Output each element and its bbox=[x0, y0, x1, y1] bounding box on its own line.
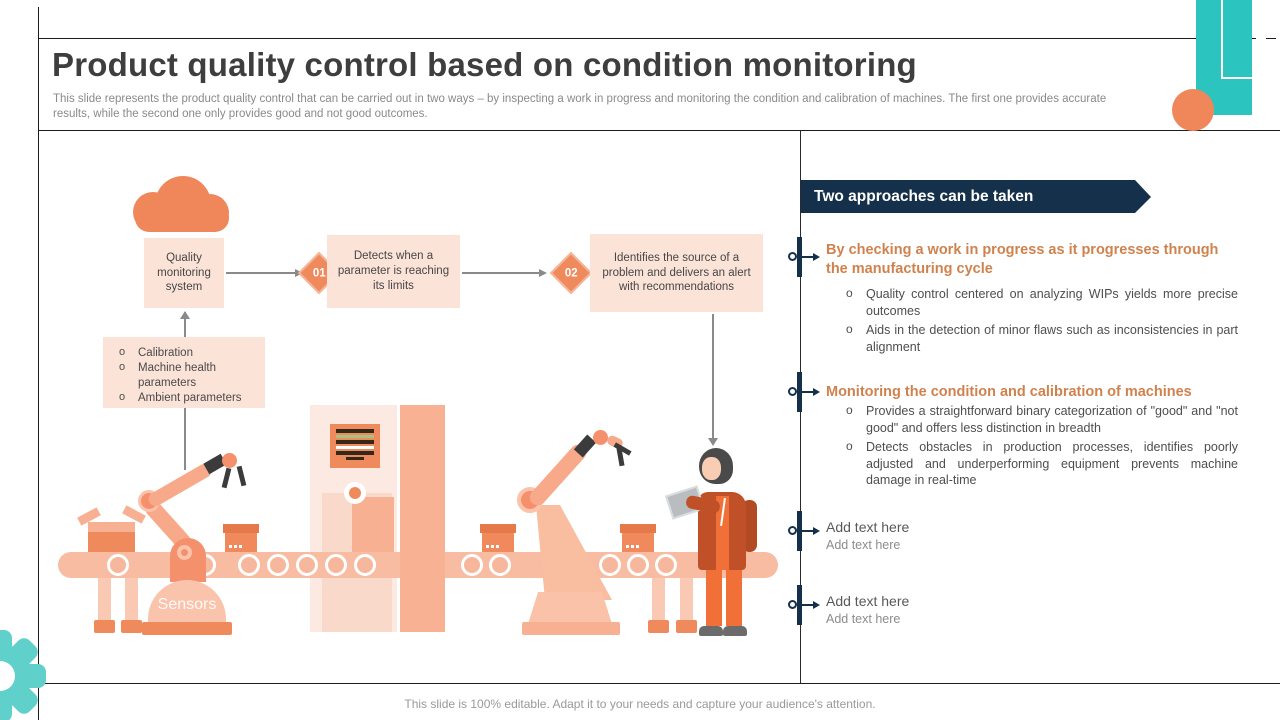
flow-arrow-2 bbox=[462, 272, 540, 274]
section1-bullets bbox=[846, 286, 1238, 358]
roller-icon bbox=[325, 554, 347, 576]
placeholder-subtitle-1[interactable]: Add text here bbox=[826, 538, 901, 552]
section1-heading: By checking a work in progress as it progresses through the manufacturing cycle bbox=[826, 242, 1219, 277]
roller-icon bbox=[296, 554, 318, 576]
banner-arrow-tip bbox=[1135, 180, 1151, 213]
placeholder-title-1[interactable]: Add text here bbox=[826, 519, 910, 535]
step-diamond-01: 01 bbox=[298, 252, 340, 294]
section2-arrow-icon bbox=[799, 391, 814, 393]
bullet-marker: o bbox=[119, 391, 126, 404]
page-title: Product quality control based on condition monitoring bbox=[52, 46, 917, 83]
arrow-up-head bbox=[180, 311, 190, 319]
sensors-base bbox=[148, 580, 226, 622]
machine-column bbox=[400, 405, 445, 632]
parcel-in-cabinet bbox=[352, 497, 394, 559]
factory-illustration bbox=[58, 400, 780, 640]
box-icon bbox=[622, 524, 654, 552]
orange-decor-circle bbox=[1172, 89, 1214, 131]
frame-line-header-divider bbox=[38, 130, 1280, 131]
bullet-marker: o bbox=[119, 361, 126, 374]
footer-note: This slide is 100% editable. Adapt it to your needs and capture your audience's attention. bbox=[404, 697, 876, 711]
diagram-box-identifies: Identifies the source of a problem and delivers an alert with recommendations bbox=[590, 234, 763, 312]
placeholder-title-2[interactable]: Add text here bbox=[826, 593, 910, 609]
frame-line-bottom bbox=[0, 683, 1280, 684]
roller-icon bbox=[238, 554, 260, 576]
bullet-marker: o bbox=[846, 286, 853, 300]
parameters-box bbox=[103, 337, 265, 408]
open-box-icon bbox=[88, 530, 135, 552]
list-item: o Machine health parameters bbox=[119, 361, 216, 389]
cloud-icon bbox=[133, 176, 231, 234]
teal-decor-inner-line-h bbox=[1221, 77, 1252, 79]
roller-icon bbox=[267, 554, 289, 576]
sensors-label: Sensors bbox=[157, 596, 217, 613]
section4-arrow-icon bbox=[799, 604, 814, 606]
diagram-box-quality-monitoring: Quality monitoring system bbox=[144, 238, 224, 308]
box-icon bbox=[482, 524, 514, 552]
frame-line-top-dash bbox=[1266, 38, 1276, 39]
bullet-marker: o bbox=[846, 403, 853, 417]
banner-two-approaches: Two approaches can be taken bbox=[801, 180, 1135, 213]
list-item: o Ambient parameters bbox=[119, 391, 242, 405]
list-item: o Provides a straightforward binary categorization of "good" and "not good" and offers less distinction in breadth bbox=[846, 403, 1238, 435]
list-item: o Aids in the detection of minor flaws such as inconsistencies in part alignment bbox=[846, 322, 1238, 354]
section1-arrow-icon bbox=[799, 256, 814, 258]
placeholder-subtitle-2[interactable]: Add text here bbox=[826, 612, 901, 626]
diagram-box-detects: Detects when a parameter is reaching its limits bbox=[327, 235, 460, 308]
section3-arrow-icon bbox=[799, 530, 814, 532]
roller-icon bbox=[354, 554, 376, 576]
section3-node-icon bbox=[788, 526, 797, 535]
frame-line-top bbox=[38, 38, 1256, 39]
gripper-icon bbox=[222, 468, 232, 489]
list-item: o Calibration bbox=[119, 346, 193, 359]
roller-icon bbox=[461, 554, 483, 576]
list-item: o Detects obstacles in production processes, identifies poorly adjusted and underperforming equipment prevents machine damage in real-time bbox=[846, 439, 1238, 487]
roller-icon bbox=[489, 554, 511, 576]
bullet-marker: o bbox=[846, 439, 853, 453]
machine-screen-icon bbox=[330, 424, 380, 468]
bullet-marker: o bbox=[119, 346, 126, 358]
section1-node-icon bbox=[788, 252, 797, 261]
roller-icon bbox=[599, 554, 621, 576]
section2-heading: Monitoring the condition and calibration of machines bbox=[826, 384, 1192, 400]
section2-node-icon bbox=[788, 387, 797, 396]
roller-icon bbox=[107, 554, 129, 576]
flow-arrow-1 bbox=[226, 272, 296, 274]
roller-icon bbox=[655, 554, 677, 576]
teal-decor-inner-line-v bbox=[1221, 0, 1223, 78]
list-item: o Quality control centered on analyzing WIPs yields more precise outcomes bbox=[846, 286, 1238, 318]
frame-line-left bbox=[38, 7, 39, 720]
step-diamond-02: 02 bbox=[550, 252, 592, 294]
section4-node-icon bbox=[788, 600, 797, 609]
roller-icon bbox=[627, 554, 649, 576]
page-subtitle: This slide represents the product quality control that can be carried out in two ways – by inspecting a work in progress and monitoring the condition and calibration of machines. The first one provides accurate results, while the second one only provides good and not good outcomes. bbox=[53, 93, 1107, 120]
box-icon bbox=[225, 524, 257, 552]
bullet-marker: o bbox=[846, 322, 853, 336]
section2-bullets bbox=[846, 403, 1238, 492]
machine-button-icon bbox=[344, 482, 366, 504]
